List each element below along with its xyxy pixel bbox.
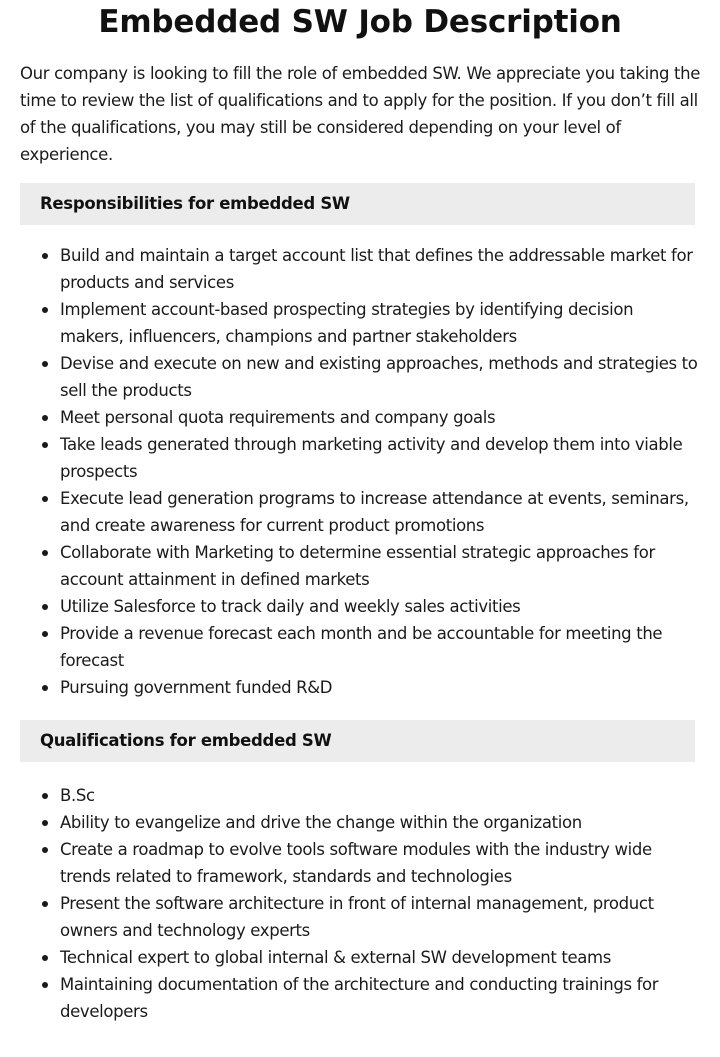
qualification-item xyxy=(0,809,700,836)
bullet-icon xyxy=(42,361,48,367)
bullet-icon xyxy=(42,442,48,448)
bullet-icon xyxy=(42,496,48,502)
qualification-text: Technical expert to global internal & external SW development teams xyxy=(60,948,612,967)
qualification-item xyxy=(0,782,700,809)
qualification-text: Maintaining documentation of the architecture and conducting trainings for developers xyxy=(60,975,659,1021)
responsibility-item xyxy=(0,485,700,539)
responsibilities-list xyxy=(0,242,720,701)
qualification-text: Ability to evangelize and drive the change within the organization xyxy=(60,813,582,832)
responsibility-text: Utilize Salesforce to track daily and weekly sales activities xyxy=(60,597,521,616)
responsibility-text: Meet personal quota requirements and company goals xyxy=(60,408,496,427)
responsibility-text: Build and maintain a target account list that defines the addressable market for products and services xyxy=(60,246,693,292)
responsibility-item xyxy=(0,296,700,350)
responsibility-item xyxy=(0,674,700,701)
responsibility-text: Execute lead generation programs to increase attendance at events, seminars, and create awareness for current product promotions xyxy=(60,489,689,535)
bullet-icon xyxy=(42,820,48,826)
responsibility-item xyxy=(0,431,700,485)
bullet-icon xyxy=(42,685,48,691)
qualifications-heading: Qualifications for embedded SW xyxy=(20,720,695,762)
bullet-icon xyxy=(42,901,48,907)
responsibility-text: Provide a revenue forecast each month and be accountable for meeting the forecast xyxy=(60,624,663,670)
qualifications-list xyxy=(0,782,720,1025)
bullet-icon xyxy=(42,307,48,313)
responsibility-text: Pursuing government funded R&D xyxy=(60,678,333,697)
qualification-text: B.Sc xyxy=(60,786,95,805)
bullet-icon xyxy=(42,550,48,556)
responsibility-item xyxy=(0,620,700,674)
bullet-icon xyxy=(42,604,48,610)
qualification-item xyxy=(0,971,700,1025)
intro-paragraph: Our company is looking to fill the role of embedded SW. We appreciate you taking the time to review the list of qualifications and to apply for the position. If you don’t fill all of the qualifications, you may still be considered depending on your level of experience. xyxy=(20,64,701,164)
qualification-text: Present the software architecture in front of internal management, product owners and technology experts xyxy=(60,894,654,940)
bullet-icon xyxy=(42,415,48,421)
page-title: Embedded SW Job Description xyxy=(98,4,622,40)
qualification-item xyxy=(0,890,700,944)
responsibility-text: Implement account-based prospecting strategies by identifying decision makers, influencers, champions and partner stakeholders xyxy=(60,300,634,346)
responsibility-item xyxy=(0,539,700,593)
responsibility-text: Devise and execute on new and existing approaches, methods and strategies to sell the products xyxy=(60,354,698,400)
responsibility-item xyxy=(0,242,700,296)
qualification-item xyxy=(0,836,700,890)
bullet-icon xyxy=(42,955,48,961)
bullet-icon xyxy=(42,631,48,637)
bullet-icon xyxy=(42,982,48,988)
bullet-icon xyxy=(42,847,48,853)
responsibility-item xyxy=(0,593,700,620)
responsibility-text: Take leads generated through marketing activity and develop them into viable prospects xyxy=(60,435,683,481)
qualification-item xyxy=(0,944,700,971)
responsibility-text: Collaborate with Marketing to determine essential strategic approaches for account attainment in defined markets xyxy=(60,543,655,589)
bullet-icon xyxy=(42,793,48,799)
responsibility-item xyxy=(0,404,700,431)
qualification-text: Create a roadmap to evolve tools software modules with the industry wide trends related to framework, standards and technologies xyxy=(60,840,652,886)
responsibilities-heading: Responsibilities for embedded SW xyxy=(20,183,695,225)
responsibility-item xyxy=(0,350,700,404)
bullet-icon xyxy=(42,253,48,259)
